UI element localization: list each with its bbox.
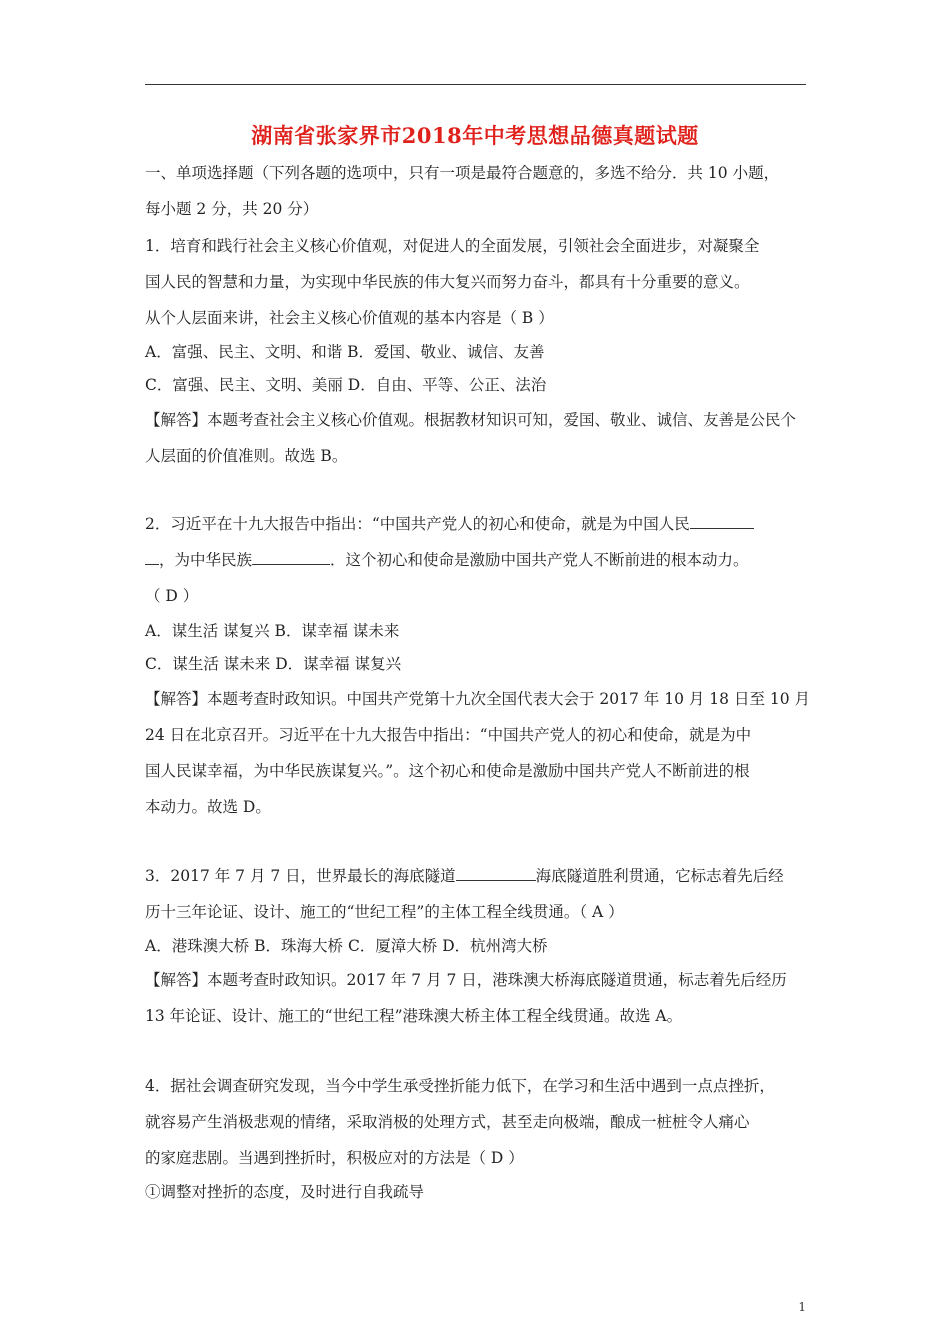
question-1-stem: 国人民的智慧和力量，为实现中华民族的伟大复兴而努力奋斗，都具有十分重要的意义。 (145, 273, 750, 291)
question-2-stem (145, 514, 754, 534)
page-number: 1 (798, 1300, 806, 1314)
question-2-stem-text: 2．习近平在十九大报告中指出：“中国共产党人的初心和使命，就是为中国人民 (145, 515, 690, 533)
question-2-answer: 本动力。故选 D。 (145, 798, 271, 816)
question-1-answer: 人层面的价值准则。故选 B。 (145, 447, 348, 465)
question-2-stem-text: ，为中华民族 (159, 551, 253, 569)
question-4-option: ①调整对挫折的态度，及时进行自我疏导 (145, 1183, 425, 1201)
question-1-option: C．富强、民主、文明、美丽 D．自由、平等、公正、法治 (145, 376, 547, 394)
question-1-stem: 从个人层面来讲，社会主义核心价值观的基本内容是（ B ） (145, 309, 554, 327)
question-3-option: A．港珠澳大桥 B．珠海大桥 C．厦漳大桥 D．杭州湾大桥 (145, 937, 548, 955)
header-rule (145, 84, 806, 85)
question-3-answer: 13 年论证、设计、施工的“世纪工程”港珠澳大桥主体工程全线贯通。故选 A。 (145, 1007, 683, 1025)
section-heading: 一、单项选择题（下列各题的选项中，只有一项是最符合题意的，多选不给分．共 10 小题， (145, 164, 780, 182)
question-4-stem: 就容易产生消极悲观的情绪，采取消极的处理方式，甚至走向极端，酿成一桩桩令人痛心 (145, 1113, 750, 1131)
question-2-stem (145, 550, 749, 570)
question-3-answer: 【解答】本题考查时政知识。2017 年 7 月 7 日，港珠澳大桥海底隧道贯通，标志着先后经历 (145, 971, 787, 989)
question-1-stem: 1．培育和践行社会主义核心价值观，对促进人的全面发展，引领社会全面进步，对凝聚全 (145, 237, 760, 255)
fill-blank (145, 550, 159, 565)
question-2-stem-text: ．这个初心和使命是激励中国共产党人不断前进的根本动力。 (330, 551, 749, 569)
document-title: 湖南省张家界市2018年中考思想品德真题试题 (251, 123, 699, 148)
question-3-stem-text: 海底隧道胜利贯通，它标志着先后经 (535, 867, 784, 885)
fill-blank (252, 550, 330, 565)
question-2-option: C．谋生活 谋未来 D．谋幸福 谋复兴 (145, 655, 402, 673)
section-heading-cont: 每小题 2 分，共 20 分） (145, 200, 319, 218)
question-2-answer: 【解答】本题考查时政知识。中国共产党第十九次全国代表大会于 2017 年 10 月 18 日至 10 月 (145, 690, 811, 708)
fill-blank (690, 514, 754, 529)
question-2-answer: 24 日在北京召开。习近平在十九大报告中指出：“中国共产党人的初心和使命，就是为中 (145, 726, 752, 744)
question-3-stem (145, 866, 784, 886)
question-2-option: A．谋生活 谋复兴 B．谋幸福 谋未来 (145, 622, 400, 640)
question-4-stem: 的家庭悲剧。当遇到挫折时，积极应对的方法是（ D ） (145, 1149, 524, 1167)
question-3-stem: 历十三年论证、设计、施工的“世纪工程”的主体工程全线贯通。（ A ） (145, 903, 624, 921)
question-1-answer: 【解答】本题考查社会主义核心价值观。根据教材知识可知，爱国、敬业、诚信、友善是公民个 (145, 411, 797, 429)
question-2-stem: （ D ） (145, 587, 199, 605)
question-4-stem: 4．据社会调查研究发现，当今中学生承受挫折能力低下，在学习和生活中遇到一点点挫折， (145, 1077, 775, 1095)
question-1-option: A．富强、民主、文明、和谐 B．爱国、敬业、诚信、友善 (145, 343, 545, 361)
question-3-stem-text: 3．2017 年 7 月 7 日，世界最长的海底隧道 (145, 867, 456, 885)
question-2-answer: 国人民谋幸福，为中华民族谋复兴。”。这个初心和使命是激励中国共产党人不断前进的根 (145, 762, 750, 780)
fill-blank (456, 866, 536, 881)
